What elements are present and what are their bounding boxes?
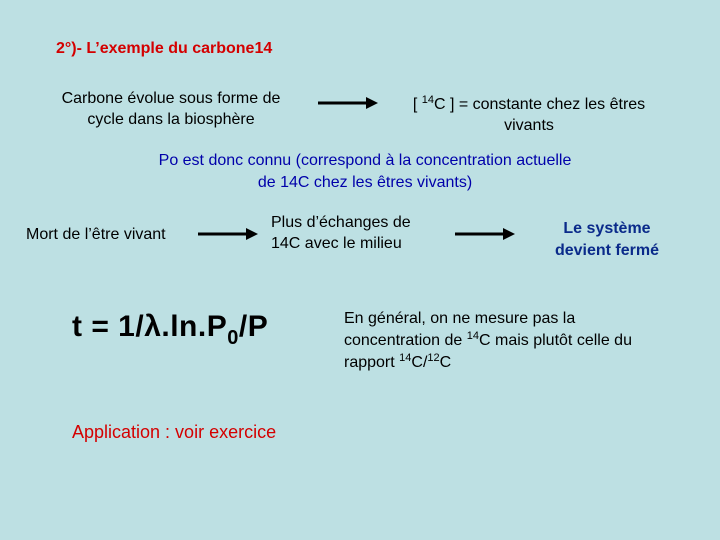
- closed-line2: devient fermé: [554, 242, 660, 259]
- general-line3b: C/: [411, 354, 428, 371]
- carbon-cycle-line2: cycle dans la biosphère: [87, 111, 255, 128]
- general-line3: [344, 352, 704, 374]
- formula-tail: /P: [238, 310, 269, 343]
- closed-system-text: [540, 218, 674, 262]
- exchange-line2: 14C avec le milieu: [271, 235, 402, 252]
- po-line2: de 14C chez les êtres vivants): [257, 174, 473, 191]
- arrow-cycle-to-constant: [318, 96, 378, 110]
- exchange-line1: Plus d’échanges de: [271, 214, 411, 231]
- general-line2: [344, 330, 704, 352]
- closed-line1: Le système: [563, 220, 651, 237]
- general-line2b: C mais plutôt celle du: [479, 332, 632, 349]
- po-bold: Po est donc connu: [158, 152, 292, 169]
- general-sup2: 14: [399, 352, 412, 364]
- formula-main: t = 1/λ.ln.P: [72, 310, 228, 343]
- slide-title: 2°)- L’exemple du carbone14: [56, 40, 273, 57]
- formula-sub: 0: [227, 327, 239, 349]
- arrow-exchange-to-closed: [455, 227, 515, 241]
- constant-line1: [388, 94, 670, 115]
- decay-formula: [72, 310, 269, 349]
- general-line3c: C: [439, 354, 452, 371]
- application-link: Application : voir exercice: [72, 422, 277, 442]
- death-text: Mort de l’être vivant: [26, 226, 166, 243]
- constant-prefix: [: [412, 96, 422, 113]
- general-line2a: concentration de: [344, 332, 467, 349]
- general-sup3: 12: [427, 352, 440, 364]
- po-text: [90, 150, 640, 194]
- arrow-death-to-exchange: [198, 227, 258, 241]
- general-line1: En général, on ne mesure pas la: [344, 310, 576, 327]
- general-sup1: 14: [466, 330, 479, 342]
- constant-middle: C ] = constante chez les êtres: [433, 96, 646, 113]
- carbon-cycle-line1: Carbone évolue sous forme de: [61, 90, 281, 107]
- carbon-cycle-text: [40, 88, 302, 130]
- po-line1: [90, 150, 640, 172]
- constant-text: [388, 94, 670, 136]
- po-rest: (correspond à la concentration actuelle: [291, 152, 572, 169]
- general-text: [344, 308, 704, 374]
- exchange-text: [271, 212, 411, 254]
- constant-sup: 14: [421, 94, 434, 106]
- constant-line2: vivants: [504, 117, 554, 134]
- general-line3a: rapport: [344, 354, 400, 371]
